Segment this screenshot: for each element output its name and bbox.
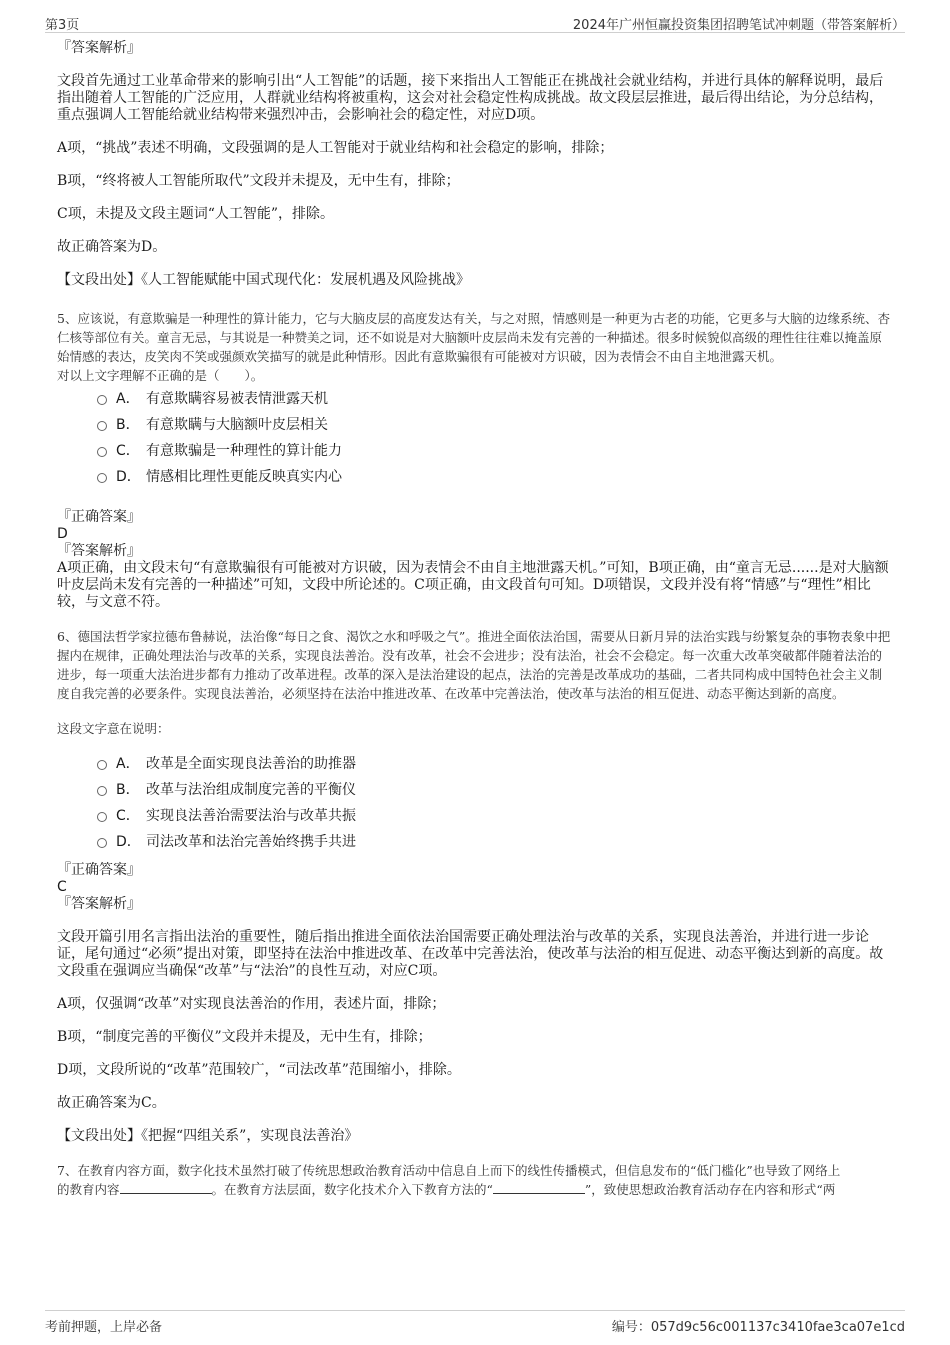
q5-option-b[interactable]: B． 有意欺瞒与大脑额叶皮层相关 bbox=[97, 411, 892, 437]
document-title: 2024年广州恒赢投资集团招聘笔试冲刺题（带答案解析） bbox=[572, 18, 905, 33]
q5-analysis: A项正确，由文段末句“有意欺骗很有可能被对方识破，因为表情会不由自主地泄露天机。”可知，B项正确，由“童言无忌......是对大脑额叶皮层尚未发有完善的一种描述”可知，文段中所论述的。C项正确，由文段首句可知。D项错误，文段并没有将“情感”与“理性”相比较，与文意不符。 bbox=[57, 560, 889, 610]
q5-option-d[interactable]: D． 情感相比理性更能反映真实内心 bbox=[97, 463, 892, 489]
q5-analysis-label: 『答案解析』 bbox=[57, 543, 141, 559]
q6-option-d-note: D项，文段所说的“改革”范围较广，“司法改革”范围缩小，排除。 bbox=[57, 1062, 461, 1078]
q5-question: 对以上文字理解不正确的是（ ）。 bbox=[57, 368, 264, 383]
q6-option-b[interactable]: B． 改革与法治组成制度完善的平衡仪 bbox=[97, 776, 892, 802]
radio-icon[interactable] bbox=[97, 812, 107, 822]
q6-source: 【文段出处】《把握“四组关系”，实现良法善治》 bbox=[57, 1128, 359, 1144]
q6-option-c[interactable]: C． 实现良法善治需要法治与改革共振 bbox=[97, 802, 892, 828]
radio-icon[interactable] bbox=[97, 760, 107, 770]
radio-icon[interactable] bbox=[97, 421, 107, 431]
q4-option-c-note: C项，未提及文段主题词“人工智能”，排除。 bbox=[57, 206, 335, 222]
q4-option-a-note: A项，“挑战”表述不明确，文段强调的是人工智能对于就业结构和社会稳定的影响，排除； bbox=[57, 140, 614, 156]
q6-answer-label: 『正确答案』 bbox=[57, 862, 141, 878]
q6-answer: C bbox=[57, 879, 67, 895]
q6-option-b-note: B项，“制度完善的平衡仪”文段并未提及，无中生有，排除； bbox=[57, 1029, 432, 1045]
q4-conclusion: 故正确答案为D。 bbox=[57, 239, 167, 255]
q5-stem: 5、应该说，有意欺骗是一种理性的算计能力，它与大脑皮层的高度发达有关，与之对照，情感则是一种更为古老的功能，它更多与大脑的边缘系统、杏仁核等部位有关。童言无忌，与其说是一种赞美之词，还不如说是对大脑额叶皮层尚未发有完善的一种描述。很多时候貌似高级的理性往往难以掩盖原始情感的表达，皮笑肉不笑或强颜欢笑描写的就是此种情形。因此有意欺骗很有可能被对方识破，因为表情会不由自主地泄露天机。 bbox=[57, 311, 890, 364]
q6-option-a[interactable]: A． 改革是全面实现良法善治的助推器 bbox=[97, 750, 892, 776]
document-body bbox=[57, 40, 892, 1199]
radio-icon[interactable] bbox=[97, 395, 107, 405]
q6-question: 这段文字意在说明： bbox=[57, 721, 170, 736]
radio-icon[interactable] bbox=[97, 786, 107, 796]
radio-icon[interactable] bbox=[97, 447, 107, 457]
q4-option-b-note: B项，“终将被人工智能所取代”文段并未提及，无中生有，排除； bbox=[57, 173, 460, 189]
radio-icon[interactable] bbox=[97, 473, 107, 483]
q5-answer-label: 『正确答案』 bbox=[57, 509, 141, 525]
page-header bbox=[45, 12, 905, 33]
document-code: 编号：057d9c56c001137c3410fae3ca07e1cd bbox=[611, 1320, 905, 1335]
q5-option-a[interactable]: A． 有意欺瞒容易被表情泄露天机 bbox=[97, 385, 892, 411]
answer-blank-2[interactable] bbox=[493, 1181, 585, 1194]
q6-stem: 6、德国法哲学家拉德布鲁赫说，法治像“每日之食、渴饮之水和呼吸之气”。推进全面依法治国，需要从日新月异的法治实践与纷繁复杂的事物表象中把握内在规律，正确处理法治与改革的关系，实现良法善治。没有改革，社会不会进步；没有法治，社会不会稳定。每一次重大改革突破都伴随着法治的进步，每一项重大法治进步都有力推动了改革进程。改革的深入是法治建设的起点，法治的完善是改革成功的基础，二者共同构成中国特色社会主义制度自我完善的必要条件。实现良法善治，必须坚持在法治中推进改革、在改革中完善法治，使改革与法治的相互促进、动态平衡达到新的高度。 bbox=[57, 629, 891, 701]
q4-source: 【文段出处】《人工智能赋能中国式现代化：发展机遇及风险挑战》 bbox=[57, 272, 470, 288]
q7-stem: 7、在教育内容方面，数字化技术虽然打破了传统思想政治教育活动中信息自上而下的线性传播模式，但信息发布的“低门槛化”也导致了网络上 的教育内容 。在教育方法层面，数字化技术介入下教育方法的“ ”，致使思想政治教育活动存在内容和形式“两 bbox=[57, 1163, 841, 1197]
q6-conclusion: 故正确答案为C。 bbox=[57, 1095, 166, 1111]
page-number: 第3页 bbox=[45, 18, 80, 33]
radio-icon[interactable] bbox=[97, 838, 107, 848]
q5-options bbox=[57, 385, 892, 489]
q6-option-a-note: A项，仅强调“改革”对实现良法善治的作用，表述片面，排除； bbox=[57, 996, 446, 1012]
q5-option-c[interactable]: C． 有意欺骗是一种理性的算计能力 bbox=[97, 437, 892, 463]
q6-options bbox=[57, 750, 892, 854]
q6-option-d[interactable]: D． 司法改革和法治完善始终携手共进 bbox=[97, 828, 892, 854]
q6-analysis: 文段开篇引用名言指出法治的重要性，随后指出推进全面依法治国需要正确处理法治与改革的关系，实现良法善治，并进行进一步论证，尾句通过“必须”提出对策，即坚持在法治中推进改革、在改革中完善法治，使改革与法治的相互促进、动态平衡达到新的高度。故文段重在强调应当确保“改革”与“法治”的良性互动，对应C项。 bbox=[57, 929, 884, 979]
q4-analysis-label: 『答案解析』 bbox=[57, 40, 141, 56]
footer-slogan: 考前押题，上岸必备 bbox=[45, 1320, 163, 1335]
q6-analysis-label: 『答案解析』 bbox=[57, 896, 141, 912]
q4-analysis: 文段首先通过工业革命带来的影响引出“人工智能”的话题，接下来指出人工智能正在挑战社会就业结构，并进行具体的解释说明，最后指出随着人工智能的广泛应用，人群就业结构将被重构，这会对社会稳定性构成挑战。故文段层层推进，最后得出结论，为分总结构，重点强调人工智能给就业结构带来强烈冲击，会影响社会的稳定性，对应D项。 bbox=[57, 73, 884, 123]
page-footer bbox=[45, 1310, 905, 1335]
q5-answer: D bbox=[57, 526, 68, 542]
answer-blank-1[interactable] bbox=[120, 1181, 212, 1194]
